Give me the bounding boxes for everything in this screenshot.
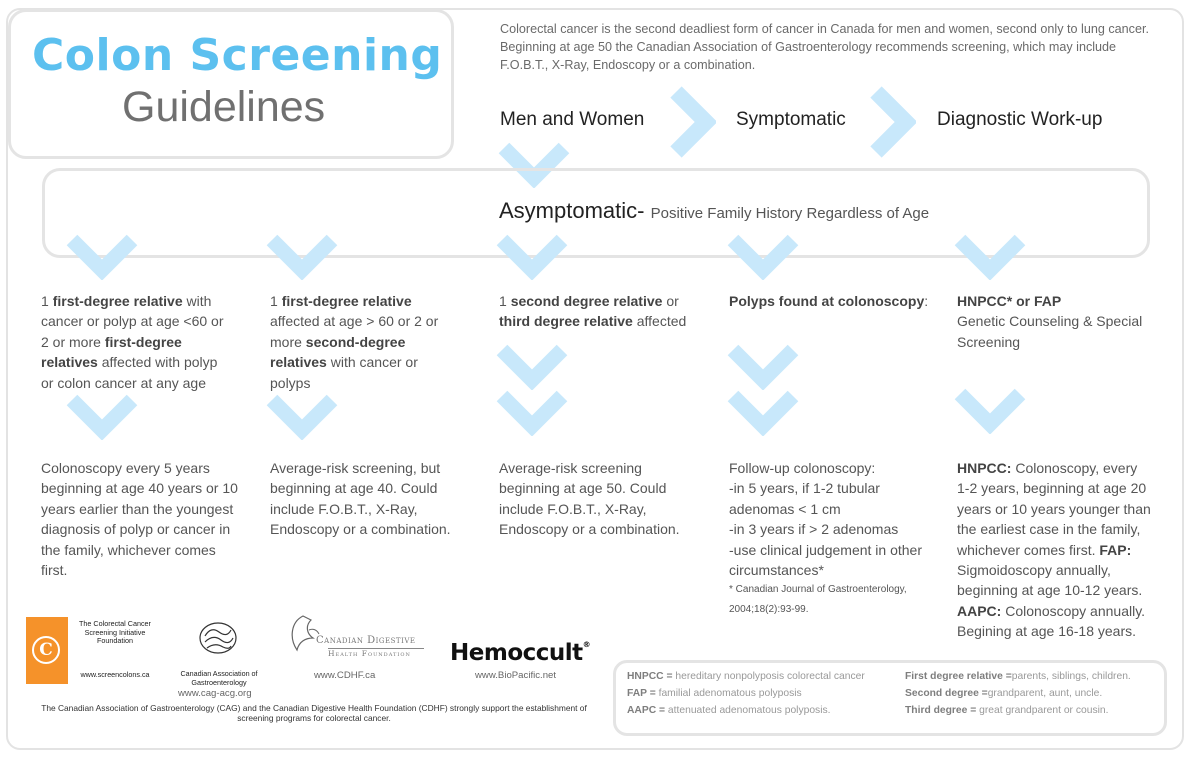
category-men-women: Men and Women: [500, 109, 645, 130]
recommendation-col5: [957, 458, 1153, 642]
registered-mark-icon: ®: [582, 640, 591, 649]
cag-url[interactable]: www.cag-acg.org: [178, 688, 252, 699]
asymptomatic-label: Asymptomatic-: [499, 198, 645, 223]
text: affected: [632, 313, 687, 330]
term: FAP =: [627, 688, 656, 699]
bold-text: first-degree relative: [52, 293, 183, 309]
glossary-fap: [627, 688, 802, 699]
recommendation-col4: [729, 458, 925, 620]
risk-text-col3: [499, 291, 699, 332]
chevron-down-icon: [66, 232, 138, 280]
chevron-down-icon: [266, 392, 338, 440]
bold-text: first-degree relative: [281, 293, 412, 309]
cag-logo-icon: [193, 616, 243, 669]
asymptomatic-sub: Positive Family History Regardless of Age: [650, 205, 930, 222]
cdhf-name-1: Canadian Digestive: [316, 635, 416, 646]
definition: great grandparent or cousin.: [976, 705, 1109, 716]
risk-text-col4: [729, 291, 929, 311]
source-citation: * Canadian Journal of Gastroenterology, 2004;18(2):93-99.: [729, 584, 907, 616]
disclaimer: The Canadian Association of Gastroenterology (CAG) and the Canadian Digestive Health Foundation (CDHF) strongly support the establishment of screening programs for colorectal cancer.: [41, 703, 587, 724]
chevron-down-icon: [66, 392, 138, 440]
bold-text: first-degree relatives: [41, 333, 182, 371]
chevron-down-icon: [496, 388, 568, 436]
cdhf-url[interactable]: www.CDHF.ca: [314, 670, 376, 681]
definition: parents, siblings, children.: [1011, 671, 1131, 682]
definition: attenuated adenomatous polyposis.: [665, 705, 831, 716]
recommendation-col1: Colonoscopy every 5 years beginning at age 40 years or 10 years earlier than the youngest diagnosis of polyp or cancer in the family, whichever comes first.: [41, 460, 238, 579]
glossary-first-degree: [905, 671, 1131, 682]
glossary-hnpcc: [627, 671, 865, 682]
chevron-right-icon: [866, 86, 916, 158]
text: Sigmoidoscopy annually, beginning at age 10-12 years.: [957, 562, 1143, 599]
bold-text: HNPCC* or FAP: [957, 293, 1062, 309]
chevron-right-icon: [666, 86, 716, 158]
definition: familial adenomatous polyposis: [655, 688, 802, 699]
chevron-down-icon: [496, 232, 568, 280]
term: First degree relative =: [905, 671, 1012, 682]
definition: grandparent, aunt, uncle.: [987, 688, 1103, 699]
recommendation-col3: Average-risk screening beginning at age 50. Could include F.O.B.T., X-Ray, Endoscopy or a combination.: [499, 460, 680, 538]
hemoccult-url[interactable]: www.BioPacific.net: [475, 670, 557, 681]
recommendation-col2: Average-risk screening, but beginning at age 40. Could include F.O.B.T., X-Ray, Endoscopy or a combination.: [270, 460, 451, 538]
chevron-down-icon: [954, 232, 1026, 280]
text: or: [662, 293, 679, 309]
text: Colonoscopy, every 1-2 years, beginning at age 20 years or 10 years younger than the earliest case in the family, whichever comes first.: [957, 460, 1151, 558]
page-title: Colon Screening: [32, 30, 443, 81]
text-line: -in 5 years, if 1-2 tubular adenomas < 1 cm: [729, 480, 880, 517]
bold-text: second-degree relatives: [270, 333, 406, 371]
page-subtitle: Guidelines: [122, 83, 326, 131]
bold-text: HNPCC:: [957, 460, 1012, 476]
bold-text: AAPC:: [957, 602, 1002, 619]
term: Third degree =: [905, 705, 977, 716]
cdhf-name-2: Health Foundation: [328, 648, 424, 658]
chevron-down-icon: [727, 342, 799, 390]
text: 1: [270, 293, 282, 309]
text: Genetic Counseling & Special Screening: [957, 313, 1143, 350]
bold-text: Polyps found at colonoscopy: [729, 293, 925, 309]
bold-text: FAP:: [1099, 541, 1132, 558]
text: affected at age > 60 or 2 or more: [270, 313, 439, 350]
category-symptomatic: Symptomatic: [736, 109, 846, 130]
chevron-down-icon: [266, 232, 338, 280]
text-line: -in 3 years if > 2 adenomas: [729, 521, 899, 538]
cag-name: Canadian Association of Gastroenterology: [180, 669, 258, 687]
chevron-down-icon: [954, 386, 1026, 434]
intro-text: Colorectal cancer is the second deadliest form of cancer in Canada for men and women, second only to lung cancer. Beginning at age 50 the Canadian Association of Gastroenterology recommends screening, which may include F.O.B.T., X-Ray, Endoscopy or a combination.: [500, 22, 1149, 72]
bold-text: third degree relative: [499, 313, 633, 330]
ccsif-name: The Colorectal Cancer Screening Initiative Foundation: [79, 619, 151, 645]
asymptomatic-heading: [499, 198, 929, 224]
term: AAPC =: [627, 705, 666, 716]
term: Second degree =: [905, 688, 988, 699]
hemoccult-wordmark: Hemoccult: [450, 640, 583, 666]
risk-text-col5: [957, 291, 1157, 352]
risk-text-col2: [270, 291, 460, 393]
text: 1: [41, 293, 53, 309]
definition: hereditary nonpolyposis colorectal cancer: [672, 671, 865, 682]
glossary-second-degree: [905, 688, 1102, 699]
text-line: Follow-up colonoscopy:: [729, 460, 876, 476]
text-line: -use clinical judgement in other circumstances*: [729, 541, 922, 579]
glossary-aapc: [627, 705, 831, 716]
chevron-down-icon: [727, 232, 799, 280]
text: :: [924, 293, 929, 309]
glossary-third-degree: [905, 705, 1108, 716]
ccsif-url[interactable]: www.screencolons.ca: [80, 670, 150, 679]
risk-text-col1: [41, 291, 233, 393]
text: Colonoscopy annually. Begining at age 16-18 years.: [957, 602, 1146, 640]
text: with cancer or polyp at age <60 or 2 or more: [41, 293, 224, 350]
text: with cancer or polyps: [270, 354, 418, 391]
ccsif-logo: [26, 617, 68, 684]
category-diagnostic: Diagnostic Work-up: [937, 109, 1103, 130]
ccsif-logo-mark: C: [32, 636, 60, 664]
chevron-down-icon: [496, 342, 568, 390]
chevron-down-icon: [727, 388, 799, 436]
bold-text: second degree relative: [510, 293, 663, 309]
text: affected with polyp or colon cancer at any age: [41, 354, 218, 391]
text: 1: [499, 293, 511, 309]
hemoccult-logo: [450, 640, 590, 666]
term: HNPCC =: [627, 671, 673, 682]
